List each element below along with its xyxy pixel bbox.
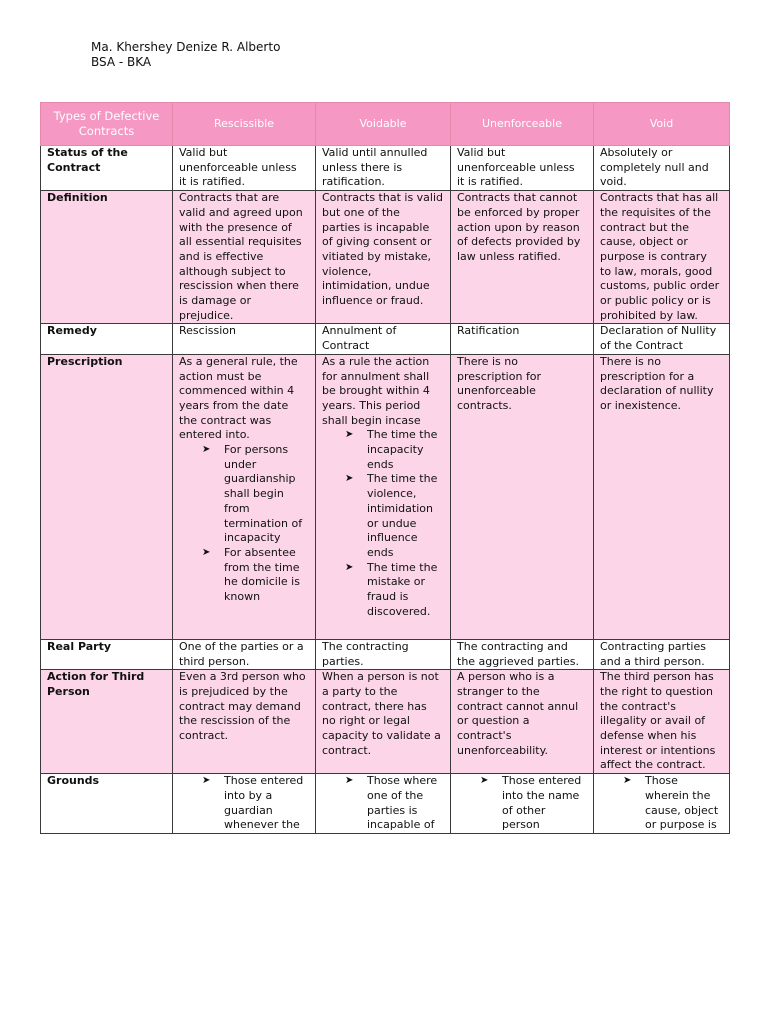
arrowhead-bullet-icon: ➤ [345,429,354,441]
row-definition [41,191,730,324]
cell-prescription-voidable [316,354,451,639]
list-item [202,545,312,605]
cell-real-party-unenforceable: The contracting and the aggrieved parties. [451,639,594,669]
list-item [345,472,447,560]
cell-status-unenforceable: Valid but unenforceable unless it is ratified. [451,146,594,191]
row-label-definition: Definition [41,191,173,324]
arrowhead-bullet-icon: ➤ [202,775,211,787]
row-real-party [41,639,730,669]
table-header-row [41,103,730,146]
cell-action-rescissible: Even a 3rd person who is prejudiced by the contract may demand the rescission of the contract. [173,670,316,774]
defective-contracts-table [40,102,730,834]
column-header-types: Types of Defective Contracts [41,103,173,146]
cell-prescription-rescissible [173,354,316,639]
list-item [345,428,447,472]
cell-remedy-void: Declaration of Nullity of the Contract [594,324,730,354]
row-label-action-third-person: Action for Third Person [41,670,173,774]
list-item [345,774,447,833]
row-label-prescription: Prescription [41,354,173,639]
arrowhead-bullet-icon: ➤ [623,775,632,787]
cell-grounds-rescissible [173,774,316,834]
row-label-grounds: Grounds [41,774,173,834]
list-item [345,560,447,620]
cell-remedy-unenforceable: Ratification [451,324,594,354]
cell-definition-rescissible: Contracts that are valid and agreed upon with the presence of all essential requisites and is effective although subject to rescission when there is damage or prejudice. [173,191,316,324]
prescription-voidable-intro: As a rule the action for annulment shall be brought within 4 years. This period shall begin incase [322,354,430,427]
row-action-third-person [41,670,730,774]
cell-definition-void: Contracts that has all the requisites of the contract but the cause, object or purpose is contrary to law, morals, good customs, public order or public policy or is prohibited by law. [594,191,730,324]
cell-status-voidable: Valid until annulled unless there is ratification. [316,146,451,191]
column-header-voidable: Voidable [316,103,451,146]
prescription-voidable-list [322,428,447,619]
arrowhead-bullet-icon: ➤ [345,561,354,573]
cell-action-voidable: When a person is not a party to the contract, there has no right or legal capacity to validate a contract. [316,670,451,774]
cell-action-void: The third person has the right to question the contract's illegality or avail of defense when his interest or intentions affect the contract. [594,670,730,774]
cell-real-party-void: Contracting parties and a third person. [594,639,730,669]
document-header [91,40,280,70]
arrowhead-bullet-icon: ➤ [345,473,354,485]
column-header-void: Void [594,103,730,146]
cell-real-party-rescissible: One of the parties or a third person. [173,639,316,669]
list-item [202,774,312,833]
cell-action-unenforceable: A person who is a stranger to the contract cannot annul or question a contract's unenforceability. [451,670,594,774]
list-item [480,774,590,833]
row-status [41,146,730,191]
cell-prescription-unenforceable: There is no prescription for unenforceable contracts. [451,354,594,639]
list-item-text: For persons under guardianship shall begin from termination of incapacity [224,443,303,545]
cell-grounds-voidable [316,774,451,834]
prescription-rescissible-intro: As a general rule, the action must be commenced within 4 years from the date the contract was entered into. [179,354,298,442]
arrowhead-bullet-icon: ➤ [480,775,489,787]
cell-remedy-rescissible: Rescission [173,324,316,354]
arrowhead-bullet-icon: ➤ [345,775,354,787]
cell-real-party-voidable: The contracting parties. [316,639,451,669]
list-item [623,774,726,833]
author-name: Ma. Khershey Denize R. Alberto [91,40,281,54]
list-item-text: The time the incapacity ends [367,428,438,471]
column-header-rescissible: Rescissible [173,103,316,146]
row-remedy [41,324,730,354]
list-item-text: Those wherein the cause, object or purpose is [645,774,719,832]
arrowhead-bullet-icon: ➤ [202,546,211,558]
list-item-text: Those where one of the parties is incapable of [367,774,438,832]
cell-definition-unenforceable: Contracts that cannot be enforced by proper action upon by reason of defects provided by law unless ratified. [451,191,594,324]
cell-remedy-voidable: Annulment of Contract [316,324,451,354]
list-item-text: The time the mistake or fraud is discovered. [367,560,438,618]
cell-status-void: Absolutely or completely null and void. [594,146,730,191]
column-header-unenforceable: Unenforceable [451,103,594,146]
list-item-text: Those entered into by a guardian whenever the [224,774,304,832]
course-code: BSA - BKA [91,55,152,69]
list-item-text: Those entered into the name of other person [502,774,582,832]
cell-prescription-void: There is no prescription for a declaration of nullity or inexistence. [594,354,730,639]
row-label-remedy: Remedy [41,324,173,354]
cell-status-rescissible: Valid but unenforceable unless it is ratified. [173,146,316,191]
row-prescription [41,354,730,639]
arrowhead-bullet-icon: ➤ [202,444,211,456]
row-label-real-party: Real Party [41,639,173,669]
row-label-status: Status of the Contract [41,146,173,191]
cell-definition-voidable: Contracts that is valid but one of the parties is incapable of giving consent or vitiated by mistake, violence, intimidation, undue influence or fraud. [316,191,451,324]
cell-grounds-void [594,774,730,834]
prescription-rescissible-list [179,443,312,605]
list-item-text: For absentee from the time he domicile is known [224,545,300,604]
cell-grounds-unenforceable [451,774,594,834]
list-item [202,443,312,546]
list-item-text: The time the violence, intimidation or undue influence ends [367,472,438,559]
row-grounds [41,774,730,834]
